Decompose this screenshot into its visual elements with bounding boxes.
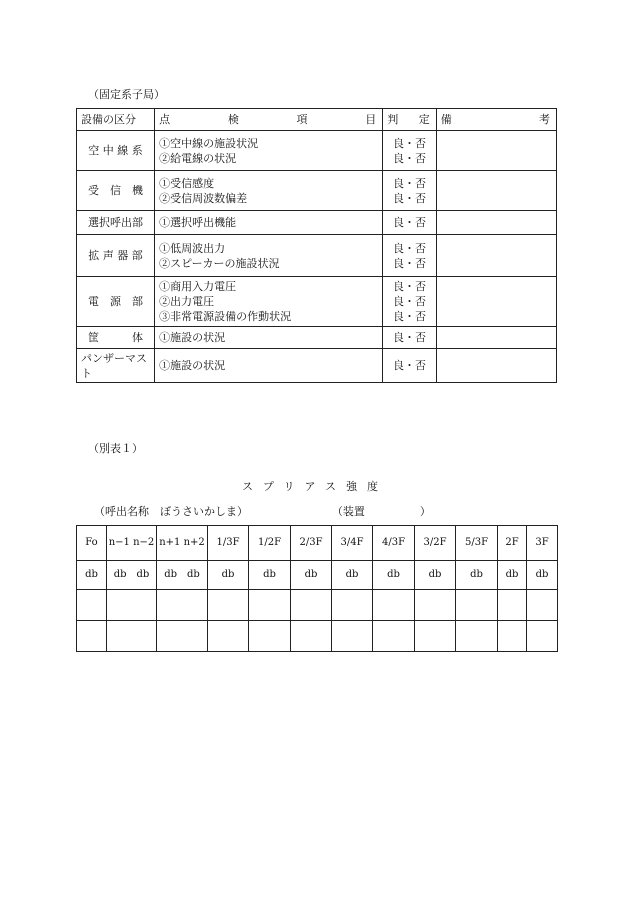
spurious-unit: db	[456, 561, 498, 590]
row-items: ①施設の状況	[155, 327, 383, 349]
table-row	[77, 327, 557, 349]
row-judgements: 良・否 良・否	[383, 131, 436, 171]
spurious-unit: db	[415, 561, 456, 590]
row-notes	[436, 171, 556, 211]
blank-cell	[208, 590, 249, 621]
blank-cell	[291, 621, 332, 652]
spurious-header-row	[77, 526, 558, 561]
inspection-table	[76, 108, 557, 383]
blank-cell	[77, 590, 107, 621]
header-notes: 備 考	[436, 109, 556, 131]
row-items: ①施設の状況	[155, 349, 383, 383]
spurious-header: 1/2F	[249, 526, 291, 561]
row-notes	[436, 235, 556, 277]
spurious-header: 5/3F	[456, 526, 498, 561]
spurious-unit-row	[77, 561, 558, 590]
row-judgements: 良・否	[383, 211, 436, 235]
row-items: ①空中線の施設状況 ②給電線の状況	[155, 131, 383, 171]
header-category: 設備の区分	[77, 109, 155, 131]
blank-cell	[332, 621, 373, 652]
spurious-unit: db	[208, 561, 249, 590]
row-category: 選択呼出部	[77, 211, 155, 235]
row-judgements: 良・否 良・否	[383, 171, 436, 211]
header-judgement: 判 定	[383, 109, 436, 131]
blank-cell	[157, 590, 208, 621]
spurious-unit: db db	[157, 561, 208, 590]
spurious-table	[76, 525, 558, 652]
row-category: 筐 体	[77, 327, 155, 349]
row-items: ①選択呼出機能	[155, 211, 383, 235]
spurious-blank-row	[77, 621, 558, 652]
blank-cell	[527, 590, 558, 621]
table-row	[77, 131, 557, 171]
spurious-header: n−1 n−2	[107, 526, 157, 561]
header-inspection-item: 点 検 項 目	[155, 109, 383, 131]
device-label: （装置 ）	[331, 505, 431, 518]
spurious-header: 2F	[498, 526, 527, 561]
blank-cell	[249, 590, 291, 621]
blank-cell	[415, 590, 456, 621]
row-category: 受 信 機	[77, 171, 155, 211]
spurious-header: 3/2F	[415, 526, 456, 561]
spurious-unit: db	[291, 561, 332, 590]
annex-label: （別表１）	[88, 442, 143, 455]
spurious-unit: db db	[107, 561, 157, 590]
spurious-unit: db	[249, 561, 291, 590]
row-notes	[436, 131, 556, 171]
blank-cell	[498, 590, 527, 621]
row-category: 電 源 部	[77, 277, 155, 327]
row-items: ①低周波出力 ②スピーカーの施設状況	[155, 235, 383, 277]
row-items: ①受信感度 ②受信周波数偏差	[155, 171, 383, 211]
blank-cell	[373, 590, 415, 621]
spurious-unit: db	[77, 561, 107, 590]
row-notes	[436, 349, 556, 383]
row-category: パンザーマスト	[77, 349, 155, 383]
blank-cell	[498, 621, 527, 652]
blank-cell	[107, 590, 157, 621]
row-judgements: 良・否	[383, 349, 436, 383]
spurious-header: 4/3F	[373, 526, 415, 561]
row-judgements: 良・否 良・否 良・否	[383, 277, 436, 327]
spurious-blank-row	[77, 590, 558, 621]
table-row	[77, 171, 557, 211]
blank-cell	[456, 590, 498, 621]
spurious-header: 1/3F	[208, 526, 249, 561]
blank-cell	[291, 590, 332, 621]
table-row	[77, 211, 557, 235]
blank-cell	[456, 621, 498, 652]
row-notes	[436, 211, 556, 235]
spurious-header: n+1 n+2	[157, 526, 208, 561]
table-row	[77, 277, 557, 327]
blank-cell	[107, 621, 157, 652]
blank-cell	[332, 590, 373, 621]
spurious-header: 2/3F	[291, 526, 332, 561]
blank-cell	[527, 621, 558, 652]
row-category: 空 中 線 系	[77, 131, 155, 171]
section-title: （固定系子局）	[88, 88, 165, 101]
spurious-title: スプリアス強度	[241, 480, 389, 493]
spurious-header: 3/4F	[332, 526, 373, 561]
blank-cell	[249, 621, 291, 652]
table-row	[77, 349, 557, 383]
blank-cell	[208, 621, 249, 652]
row-notes	[436, 327, 556, 349]
spurious-header: Fo	[77, 526, 107, 561]
row-judgements: 良・否	[383, 327, 436, 349]
row-items: ①商用入力電圧 ②出力電圧 ③非常電源設備の作動状況	[155, 277, 383, 327]
row-notes	[436, 277, 556, 327]
row-category: 拡 声 器 部	[77, 235, 155, 277]
spurious-unit: db	[498, 561, 527, 590]
blank-cell	[373, 621, 415, 652]
blank-cell	[77, 621, 107, 652]
table-row	[77, 235, 557, 277]
blank-cell	[157, 621, 208, 652]
spurious-unit: db	[527, 561, 558, 590]
spurious-unit: db	[332, 561, 373, 590]
call-name-label: （呼出名称 ぼうさいかしま）	[94, 505, 248, 518]
row-judgements: 良・否 良・否	[383, 235, 436, 277]
spurious-header: 3F	[527, 526, 558, 561]
call-name-row	[94, 503, 431, 519]
blank-cell	[415, 621, 456, 652]
spurious-unit: db	[373, 561, 415, 590]
